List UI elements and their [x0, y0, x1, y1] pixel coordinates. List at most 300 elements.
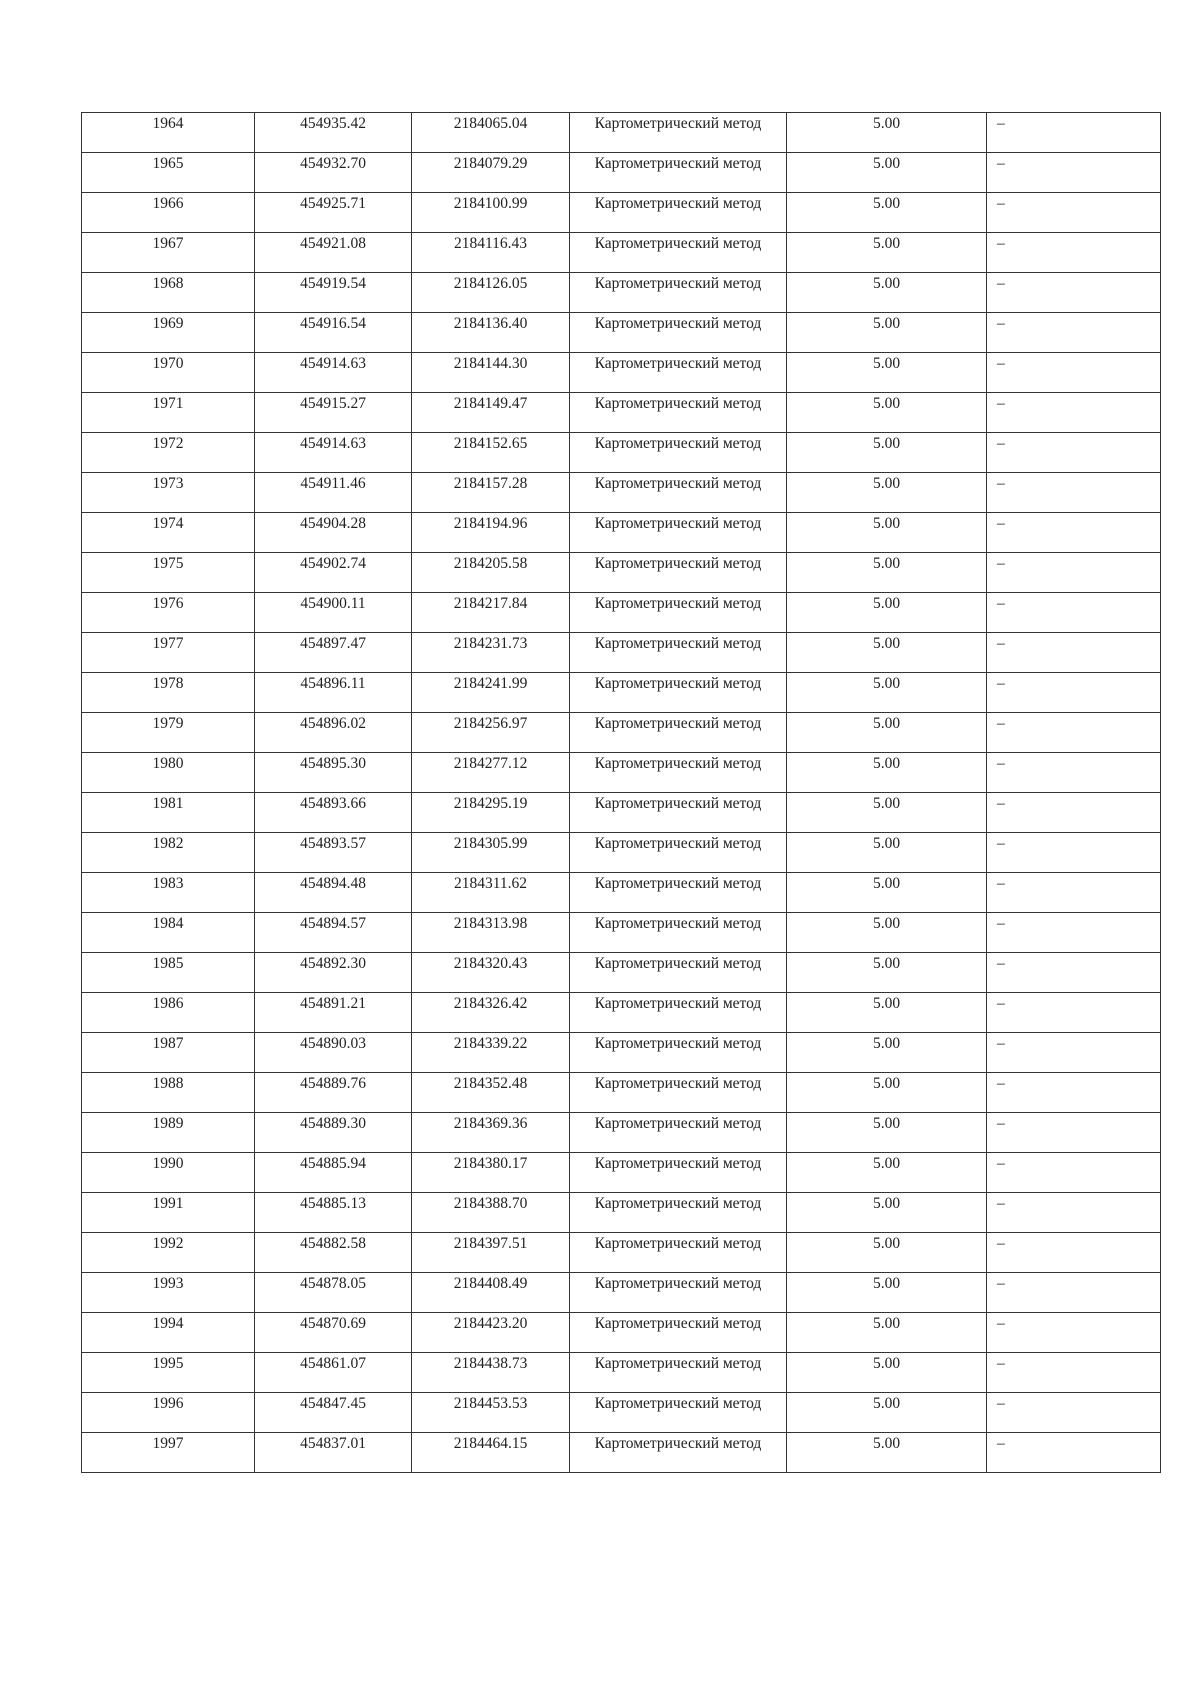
point-number-cell	[82, 473, 255, 513]
note-cell	[987, 353, 1161, 393]
coordinate-x-cell	[255, 833, 412, 873]
table-row	[82, 673, 1161, 713]
coordinate-x-text: 454847.45	[300, 1395, 366, 1412]
method-cell	[570, 1273, 787, 1313]
method-text: Картометрический метод	[594, 835, 762, 852]
note-text: –	[997, 595, 1005, 612]
note-text: –	[997, 1195, 1005, 1212]
precision-text: 5.00	[872, 1315, 901, 1332]
coordinate-y-cell	[412, 313, 570, 353]
coordinate-y-cell	[412, 353, 570, 393]
precision-text: 5.00	[872, 875, 901, 892]
method-text: Картометрический метод	[594, 155, 762, 172]
precision-text: 5.00	[872, 315, 901, 332]
coordinate-x-cell	[255, 593, 412, 633]
precision-cell	[787, 393, 987, 433]
point-number-text: 1964	[152, 115, 184, 132]
point-number-text: 1976	[152, 595, 184, 612]
coordinate-x-cell	[255, 1273, 412, 1313]
point-number-cell	[82, 273, 255, 313]
coordinate-x-text: 454916.54	[300, 315, 366, 332]
coordinate-y-cell	[412, 433, 570, 473]
table-row	[82, 353, 1161, 393]
point-number-text: 1967	[152, 235, 184, 252]
note-cell	[987, 313, 1161, 353]
method-text: Картометрический метод	[594, 355, 762, 372]
point-number-text: 1970	[152, 355, 184, 372]
point-number-cell	[82, 193, 255, 233]
method-text: Картометрический метод	[594, 395, 762, 412]
note-text: –	[997, 1115, 1005, 1132]
method-cell	[570, 1193, 787, 1233]
coordinate-y-cell	[412, 1353, 570, 1393]
point-number-text: 1983	[152, 875, 184, 892]
coordinate-x-text: 454837.01	[300, 1435, 366, 1452]
point-number-text: 1968	[152, 275, 184, 292]
coordinate-x-cell	[255, 553, 412, 593]
table-row	[82, 833, 1161, 873]
method-text: Картометрический метод	[594, 915, 762, 932]
note-cell	[987, 753, 1161, 793]
note-cell	[987, 433, 1161, 473]
table-row	[82, 1433, 1161, 1473]
table-row	[82, 233, 1161, 273]
method-text: Картометрический метод	[594, 715, 762, 732]
coordinate-x-cell	[255, 433, 412, 473]
coordinate-x-cell	[255, 673, 412, 713]
note-text: –	[997, 755, 1005, 772]
coordinate-y-cell	[412, 193, 570, 233]
note-text: –	[997, 1275, 1005, 1292]
coordinate-x-cell	[255, 393, 412, 433]
coordinate-x-text: 454861.07	[300, 1355, 366, 1372]
precision-cell	[787, 713, 987, 753]
precision-text: 5.00	[872, 1435, 901, 1452]
coordinate-y-text: 2184116.43	[453, 235, 528, 252]
method-text: Картометрический метод	[594, 595, 762, 612]
coordinate-y-text: 2184380.17	[453, 1155, 528, 1172]
coordinate-y-text: 2184157.28	[453, 475, 528, 492]
note-cell	[987, 713, 1161, 753]
coordinate-y-cell	[412, 513, 570, 553]
precision-cell	[787, 593, 987, 633]
coordinate-y-text: 2184152.65	[453, 435, 528, 452]
note-cell	[987, 153, 1161, 193]
precision-text: 5.00	[872, 1155, 901, 1172]
coordinate-x-text: 454882.58	[300, 1235, 366, 1252]
coordinate-x-cell	[255, 993, 412, 1033]
method-text: Картометрический метод	[594, 315, 762, 332]
coordinate-x-text: 454897.47	[300, 635, 366, 652]
method-text: Картометрический метод	[594, 1355, 762, 1372]
point-number-cell	[82, 1113, 255, 1153]
note-cell	[987, 1393, 1161, 1433]
coordinate-x-cell	[255, 113, 412, 153]
table-row	[82, 1313, 1161, 1353]
precision-cell	[787, 873, 987, 913]
table-row	[82, 513, 1161, 553]
coordinate-x-text: 454915.27	[300, 395, 366, 412]
precision-cell	[787, 1433, 987, 1473]
note-text: –	[997, 555, 1005, 572]
precision-text: 5.00	[872, 235, 901, 252]
coordinate-x-text: 454925.71	[300, 195, 366, 212]
coordinate-x-text: 454892.30	[300, 955, 366, 972]
precision-text: 5.00	[872, 395, 901, 412]
coordinate-y-text: 2184352.48	[453, 1075, 528, 1092]
coordinate-x-text: 454893.66	[300, 795, 366, 812]
coordinate-x-cell	[255, 233, 412, 273]
point-number-text: 1986	[152, 995, 184, 1012]
coordinate-x-cell	[255, 713, 412, 753]
table-row	[82, 953, 1161, 993]
coordinate-y-text: 2184241.99	[453, 675, 528, 692]
point-number-cell	[82, 553, 255, 593]
precision-text: 5.00	[872, 1115, 901, 1132]
coordinate-x-text: 454894.48	[300, 875, 366, 892]
coordinate-x-text: 454889.76	[300, 1075, 366, 1092]
point-number-text: 1982	[152, 835, 184, 852]
point-number-text: 1990	[152, 1155, 184, 1172]
point-number-text: 1981	[152, 795, 184, 812]
coordinate-x-cell	[255, 513, 412, 553]
precision-cell	[787, 1273, 987, 1313]
point-number-cell	[82, 593, 255, 633]
method-text: Картометрический метод	[594, 675, 762, 692]
method-text: Картометрический метод	[594, 995, 762, 1012]
method-text: Картометрический метод	[594, 275, 762, 292]
point-number-text: 1969	[152, 315, 184, 332]
coordinate-x-text: 454900.11	[300, 595, 366, 612]
coordinate-y-cell	[412, 1313, 570, 1353]
precision-cell	[787, 833, 987, 873]
coordinate-y-cell	[412, 1193, 570, 1233]
note-text: –	[997, 515, 1005, 532]
precision-text: 5.00	[872, 515, 901, 532]
coordinate-y-cell	[412, 913, 570, 953]
coordinate-y-text: 2184217.84	[453, 595, 528, 612]
method-cell	[570, 793, 787, 833]
precision-text: 5.00	[872, 635, 901, 652]
table-row	[82, 313, 1161, 353]
coordinate-y-text: 2184388.70	[453, 1195, 528, 1212]
precision-text: 5.00	[872, 115, 901, 132]
method-text: Картометрический метод	[594, 635, 762, 652]
note-cell	[987, 1033, 1161, 1073]
method-text: Картометрический метод	[594, 875, 762, 892]
coordinate-x-cell	[255, 153, 412, 193]
point-number-text: 1995	[152, 1355, 184, 1372]
note-text: –	[997, 635, 1005, 652]
precision-cell	[787, 913, 987, 953]
coordinate-y-text: 2184256.97	[453, 715, 528, 732]
note-cell	[987, 553, 1161, 593]
coordinate-y-cell	[412, 153, 570, 193]
precision-text: 5.00	[872, 475, 901, 492]
point-number-text: 1997	[152, 1435, 184, 1452]
precision-cell	[787, 433, 987, 473]
point-number-cell	[82, 1353, 255, 1393]
point-number-text: 1989	[152, 1115, 184, 1132]
precision-text: 5.00	[872, 155, 901, 172]
precision-text: 5.00	[872, 1035, 901, 1052]
precision-cell	[787, 233, 987, 273]
note-text: –	[997, 315, 1005, 332]
coordinate-y-text: 2184423.20	[453, 1315, 528, 1332]
method-cell	[570, 153, 787, 193]
point-number-cell	[82, 1033, 255, 1073]
precision-text: 5.00	[872, 915, 901, 932]
point-number-cell	[82, 753, 255, 793]
coordinate-y-text: 2184305.99	[453, 835, 528, 852]
coordinate-y-text: 2184065.04	[453, 115, 528, 132]
method-text: Картометрический метод	[594, 795, 762, 812]
precision-cell	[787, 1353, 987, 1393]
point-number-cell	[82, 1193, 255, 1233]
point-number-cell	[82, 1073, 255, 1113]
table-row	[82, 753, 1161, 793]
coordinate-x-text: 454878.05	[300, 1275, 366, 1292]
method-cell	[570, 633, 787, 673]
precision-cell	[787, 1313, 987, 1353]
point-number-cell	[82, 873, 255, 913]
table-row	[82, 1073, 1161, 1113]
precision-cell	[787, 473, 987, 513]
coordinate-y-text: 2184438.73	[453, 1355, 528, 1372]
precision-cell	[787, 633, 987, 673]
note-cell	[987, 473, 1161, 513]
method-text: Картометрический метод	[594, 435, 762, 452]
method-cell	[570, 873, 787, 913]
note-text: –	[997, 1235, 1005, 1252]
coordinate-y-text: 2184313.98	[453, 915, 528, 932]
coordinate-x-text: 454885.94	[300, 1155, 366, 1172]
method-text: Картометрический метод	[594, 1115, 762, 1132]
point-number-text: 1978	[152, 675, 184, 692]
method-text: Картометрический метод	[594, 1395, 762, 1412]
coordinate-y-cell	[412, 1113, 570, 1153]
coordinate-y-cell	[412, 793, 570, 833]
note-text: –	[997, 995, 1005, 1012]
coordinate-x-text: 454896.02	[300, 715, 366, 732]
method-text: Картометрический метод	[594, 1235, 762, 1252]
coordinate-y-cell	[412, 1033, 570, 1073]
note-text: –	[997, 835, 1005, 852]
note-text: –	[997, 1435, 1005, 1452]
table-row	[82, 473, 1161, 513]
coordinate-y-cell	[412, 1393, 570, 1433]
coordinate-x-cell	[255, 1153, 412, 1193]
note-cell	[987, 913, 1161, 953]
method-text: Картометрический метод	[594, 1195, 762, 1212]
precision-text: 5.00	[872, 1075, 901, 1092]
point-number-text: 1988	[152, 1075, 184, 1092]
coordinate-x-cell	[255, 753, 412, 793]
coordinate-y-text: 2184194.96	[453, 515, 528, 532]
point-number-cell	[82, 1273, 255, 1313]
table-row	[82, 393, 1161, 433]
table-row	[82, 713, 1161, 753]
coordinate-y-text: 2184408.49	[453, 1275, 528, 1292]
coordinate-y-cell	[412, 393, 570, 433]
method-text: Картометрический метод	[594, 1075, 762, 1092]
method-text: Картометрический метод	[594, 475, 762, 492]
method-cell	[570, 1073, 787, 1113]
precision-text: 5.00	[872, 1195, 901, 1212]
table-row	[82, 993, 1161, 1033]
table-row	[82, 153, 1161, 193]
table-row	[82, 433, 1161, 473]
precision-cell	[787, 273, 987, 313]
coordinate-x-text: 454885.13	[300, 1195, 366, 1212]
point-number-text: 1996	[152, 1395, 184, 1412]
method-cell	[570, 673, 787, 713]
coordinate-y-cell	[412, 993, 570, 1033]
coordinate-y-cell	[412, 873, 570, 913]
coordinate-x-text: 454896.11	[300, 675, 366, 692]
table-row	[82, 1193, 1161, 1233]
coordinate-x-text: 454895.30	[300, 755, 366, 772]
precision-text: 5.00	[872, 675, 901, 692]
coordinate-x-text: 454921.08	[300, 235, 366, 252]
coordinate-y-cell	[412, 1233, 570, 1273]
method-text: Картометрический метод	[594, 755, 762, 772]
coordinate-y-cell	[412, 1273, 570, 1313]
coordinate-x-text: 454893.57	[300, 835, 366, 852]
coordinate-y-text: 2184136.40	[453, 315, 528, 332]
coordinate-x-cell	[255, 953, 412, 993]
coordinate-x-text: 454914.63	[300, 435, 366, 452]
table-row	[82, 913, 1161, 953]
note-text: –	[997, 795, 1005, 812]
note-text: –	[997, 1155, 1005, 1172]
table-row	[82, 1033, 1161, 1073]
coordinate-y-text: 2184397.51	[453, 1235, 528, 1252]
point-number-cell	[82, 633, 255, 673]
method-cell	[570, 393, 787, 433]
note-text: –	[997, 1355, 1005, 1372]
coordinate-y-text: 2184464.15	[453, 1435, 528, 1452]
coordinate-x-cell	[255, 1193, 412, 1233]
coordinate-y-cell	[412, 753, 570, 793]
note-text: –	[997, 195, 1005, 212]
precision-text: 5.00	[872, 355, 901, 372]
coordinate-y-text: 2184311.62	[453, 875, 528, 892]
note-cell	[987, 1153, 1161, 1193]
note-cell	[987, 793, 1161, 833]
point-number-cell	[82, 713, 255, 753]
method-text: Картометрический метод	[594, 1435, 762, 1452]
point-number-text: 1980	[152, 755, 184, 772]
coordinate-y-cell	[412, 1073, 570, 1113]
coordinate-x-text: 454902.74	[300, 555, 366, 572]
note-cell	[987, 1073, 1161, 1113]
method-cell	[570, 753, 787, 793]
note-text: –	[997, 475, 1005, 492]
method-text: Картометрический метод	[594, 515, 762, 532]
precision-text: 5.00	[872, 195, 901, 212]
point-number-text: 1985	[152, 955, 184, 972]
precision-text: 5.00	[872, 1355, 901, 1372]
coordinate-y-text: 2184100.99	[453, 195, 528, 212]
table-row	[82, 1233, 1161, 1273]
coordinate-x-text: 454890.03	[300, 1035, 366, 1052]
coordinate-x-text: 454932.70	[300, 155, 366, 172]
point-number-cell	[82, 1393, 255, 1433]
method-cell	[570, 1233, 787, 1273]
point-number-text: 1972	[152, 435, 184, 452]
precision-text: 5.00	[872, 555, 901, 572]
precision-text: 5.00	[872, 755, 901, 772]
precision-text: 5.00	[872, 435, 901, 452]
precision-text: 5.00	[872, 715, 901, 732]
table-row	[82, 593, 1161, 633]
method-cell	[570, 513, 787, 553]
point-number-cell	[82, 913, 255, 953]
point-number-cell	[82, 353, 255, 393]
point-number-text: 1992	[152, 1235, 184, 1252]
point-number-cell	[82, 433, 255, 473]
table-row	[82, 1153, 1161, 1193]
method-cell	[570, 233, 787, 273]
method-cell	[570, 1353, 787, 1393]
point-number-text: 1977	[152, 635, 184, 652]
coordinates-table-body	[82, 113, 1161, 1473]
note-cell	[987, 1313, 1161, 1353]
coordinate-y-text: 2184277.12	[453, 755, 528, 772]
note-text: –	[997, 1315, 1005, 1332]
coordinate-y-text: 2184453.53	[453, 1395, 528, 1412]
point-number-text: 1973	[152, 475, 184, 492]
coordinate-x-cell	[255, 633, 412, 673]
note-text: –	[997, 395, 1005, 412]
coordinate-y-cell	[412, 273, 570, 313]
coordinate-x-text: 454904.28	[300, 515, 366, 532]
table-row	[82, 1353, 1161, 1393]
coordinate-y-cell	[412, 633, 570, 673]
table-row	[82, 193, 1161, 233]
precision-text: 5.00	[872, 1275, 901, 1292]
note-cell	[987, 1273, 1161, 1313]
point-number-text: 1975	[152, 555, 184, 572]
table-row	[82, 113, 1161, 153]
method-text: Картометрический метод	[594, 195, 762, 212]
coordinate-x-cell	[255, 1433, 412, 1473]
note-text: –	[997, 1395, 1005, 1412]
coordinate-x-cell	[255, 1393, 412, 1433]
coordinate-x-cell	[255, 273, 412, 313]
coordinate-x-cell	[255, 1073, 412, 1113]
precision-cell	[787, 1193, 987, 1233]
method-text: Картометрический метод	[594, 555, 762, 572]
method-cell	[570, 1033, 787, 1073]
precision-cell	[787, 993, 987, 1033]
method-cell	[570, 1153, 787, 1193]
note-text: –	[997, 355, 1005, 372]
coordinate-x-text: 454891.21	[300, 995, 366, 1012]
precision-cell	[787, 513, 987, 553]
point-number-text: 1971	[152, 395, 184, 412]
coordinate-y-text: 2184369.36	[453, 1115, 528, 1132]
coordinate-x-cell	[255, 473, 412, 513]
point-number-cell	[82, 513, 255, 553]
note-cell	[987, 673, 1161, 713]
coordinate-x-text: 454935.42	[300, 115, 366, 132]
point-number-cell	[82, 153, 255, 193]
point-number-cell	[82, 1313, 255, 1353]
method-cell	[570, 273, 787, 313]
point-number-text: 1966	[152, 195, 184, 212]
